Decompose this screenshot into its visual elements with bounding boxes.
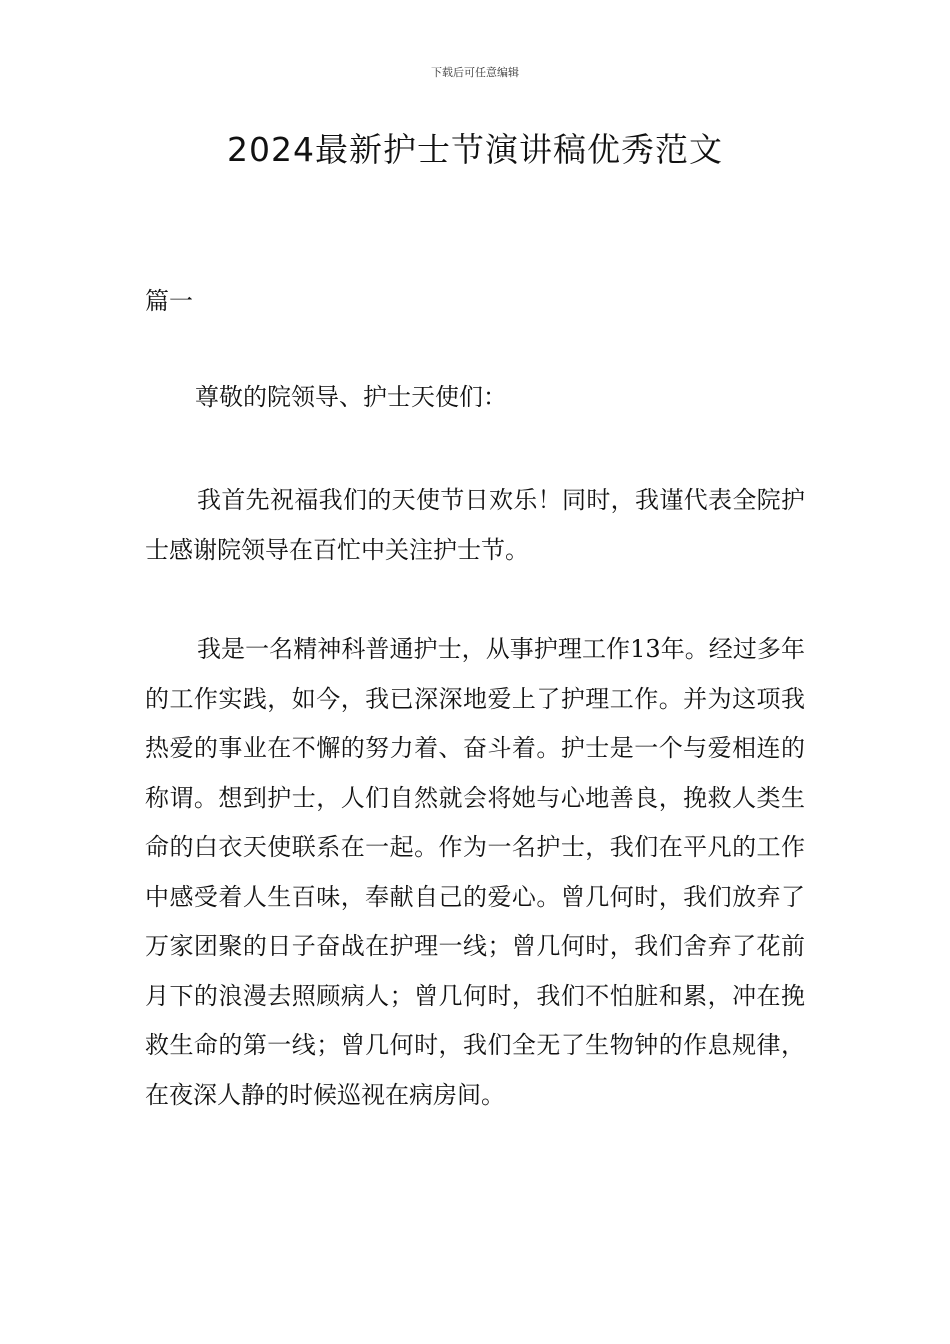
section-label: 篇一 <box>145 287 193 315</box>
document-title: 2024最新护士节演讲稿优秀范文 <box>227 130 723 169</box>
body-paragraph-1: 我首先祝福我们的天使节日欢乐！同时，我谨代表全院护士感谢院领导在百忙中关注护士节。 <box>145 486 805 564</box>
page-header-note: 下载后可任意编辑 <box>431 66 519 79</box>
body-paragraph-2: 我是一名精神科普通护士，从事护理工作13年。经过多年的工作实践，如今，我已深深地爱上了护理工作。并为这项我热爱的事业在不懈的努力着、奋斗着。护士是一个与爱相连的称谓。想到护士，人们自然就会将她与心地善良，挽救人类生命的白衣天使联系在一起。作为一名护士，我们在平凡的工作中感受着人生百味，奉献自己的爱心。曾几何时，我们放弃了万家团聚的日子奋战在护理一线；曾几何时，我们舍弃了花前月下的浪漫去照顾病人；曾几何时，我们不怕脏和累，冲在挽救生命的第一线；曾几何时，我们全无了生物钟的作息规律，在夜深人静的时候巡视在病房间。 <box>145 635 805 1109</box>
salutation: 尊敬的院领导、护士天使们： <box>195 383 507 411</box>
